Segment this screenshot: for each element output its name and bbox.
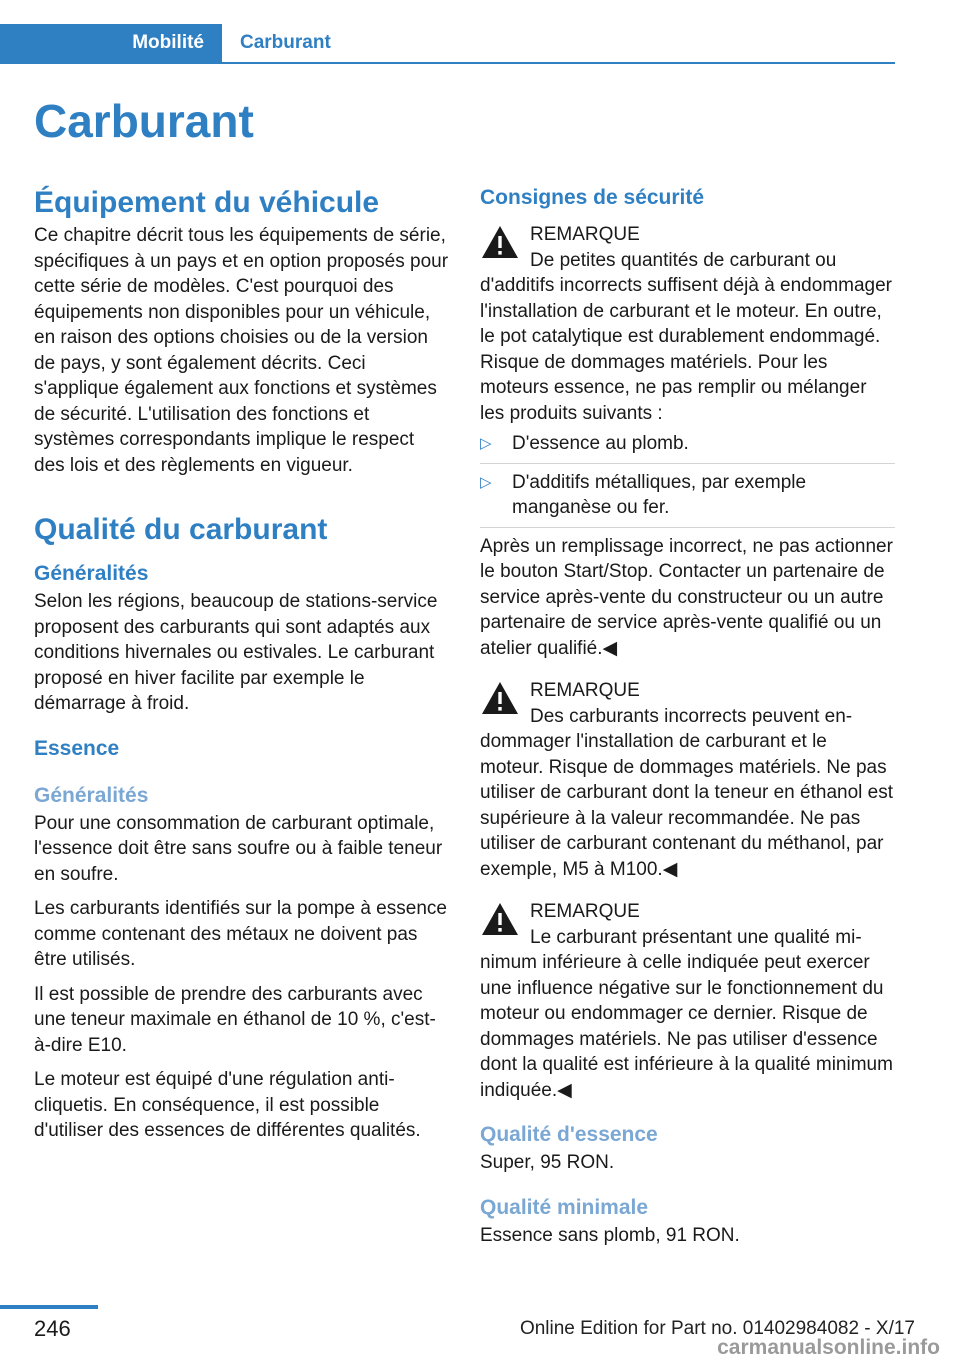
triangle-right-icon: ▷ [480,435,492,452]
list-item-text: D'essence au plomb. [512,433,689,454]
footer-line [0,1305,98,1309]
notice-2 [480,678,895,882]
paragraph-metals: Les carburants identifiés sur la pompe à essence comme contenant des métaux ne doivent pas être utilisés. [34,898,447,970]
triangle-right-icon: ▷ [480,473,492,491]
paragraph-general: Selon les régions, beaucoup de stations-service proposent des carburants qui sont adaptés aux conditions hivernales ou estivales. Le carburant proposé en hiver facilite par exemple le démarrage à froid. [34,591,438,714]
watermark: carmanualsonline.info [717,1336,940,1359]
notice-3 [480,899,895,1103]
bullet-list [480,431,895,528]
warning-triangle-icon [480,224,520,260]
notice-title: REMARQUE [530,680,640,701]
notice-title: REMARQUE [530,224,640,245]
tab-carburant[interactable]: Carburant [240,32,331,53]
heading-fuel-quality: Qualité du carburant [34,513,328,546]
heading-fuel-grade: Qualité d'essence [480,1123,658,1146]
heading-general-essence: Généralités [34,783,149,807]
notice-title: REMARQUE [530,901,640,922]
notice-text-first: Le carburant présentant une qualité mi- [530,926,862,948]
left-column [34,183,449,1144]
heading-minimum-grade: Qualité minimale [480,1195,649,1219]
heading-safety: Consignes de sécurité [480,186,705,209]
header-bar [0,24,895,64]
warning-triangle-icon [480,901,520,937]
heading-essence: Essence [34,736,120,760]
paragraph-consumption: Pour une consommation de carburant optimale, l'essence doit être sans soufre ou à faible teneur en soufre. [34,812,443,885]
paragraph-ethanol: Il est possible de prendre des carburants avec une teneur maximale en éthanol de 10 %, c'est-à-dire E10. [34,983,436,1056]
notice-text: dommager l'installation de carburant et le moteur. Risque de dommages matériels. Ne pas utiliser de carburant dont la teneur en éthanol est supérieure à la valeur recommandée. Ne pas utiliser de carburant contenant du méthanol, par exemple, M5 à M100.◀ [480,731,893,880]
list-item [480,470,895,528]
paragraph-fuel-grade: Super, 95 RON. [480,1152,615,1173]
page-number: 246 [34,1316,71,1341]
right-column [480,183,895,1248]
notice-text: d'additifs incorrects suffisent déjà à endommager l'installation de carburant et le moteur. En outre, le pot catalytique est durablement endommagé. Risque de dommages matériels. Pour les moteurs essence, ne pas remplir ou mélanger les produits suivants : [480,275,892,424]
notice-text-first: De petites quantités de carburant ou [530,249,837,271]
paragraph-knock-control: Le moteur est équipé d'une régulation anti-cliquetis. En conséquence, il est possible d'utiliser des essences de différentes qualités. [34,1069,421,1141]
edition-note: Online Edition for Part no. 01402984082 - X/17 [519,1318,915,1339]
paragraph-equipment: Ce chapitre décrit tous les équipements de série, spécifiques à un pays et en option proposés pour cette série de modèles. C'est pourquoi des équipements non disponibles pour un véhicule, en raison des options choisies ou de la version de pays, y sont également décrits. Ceci s'applique également aux fonctions et systèmes de sécurité. L'utilisation des fonctions et systèmes correspondants implique le respect des lois et des règlements en vigueur. [34,225,449,476]
list-item [480,431,895,464]
notice-1 [480,222,895,426]
heading-general: Généralités [34,562,149,585]
page-title: Carburant [34,95,254,147]
notice-text: nimum inférieure à celle indiquée peut exercer une influence négative sur le fonctionnement du moteur ou endommager ce dernier. Risque de dommages matériels. Ne pas utiliser d'essence dont la qualité est inférieure à la qualité minimum indiquée.◀ [480,952,893,1101]
notice-text-first: Des carburants incorrects peuvent en- [530,705,853,727]
heading-equipment: Équipement du véhicule [34,186,380,219]
tab-mobilite[interactable]: Mobilité [0,24,222,62]
paragraph-after-incorrect-fill: Après un remplissage incorrect, ne pas actionner le bouton Start/Stop. Contacter un partenaire de service après-vente du constructeur ou un autre partenaire de service après-vente qualifié ou un atelier qualifié.◀ [480,535,893,659]
paragraph-minimum-grade: Essence sans plomb, 91 RON. [480,1224,740,1246]
warning-triangle-icon [480,680,520,716]
list-item-text: D'additifs métalliques, par exemple manganèse ou fer. [512,471,807,518]
